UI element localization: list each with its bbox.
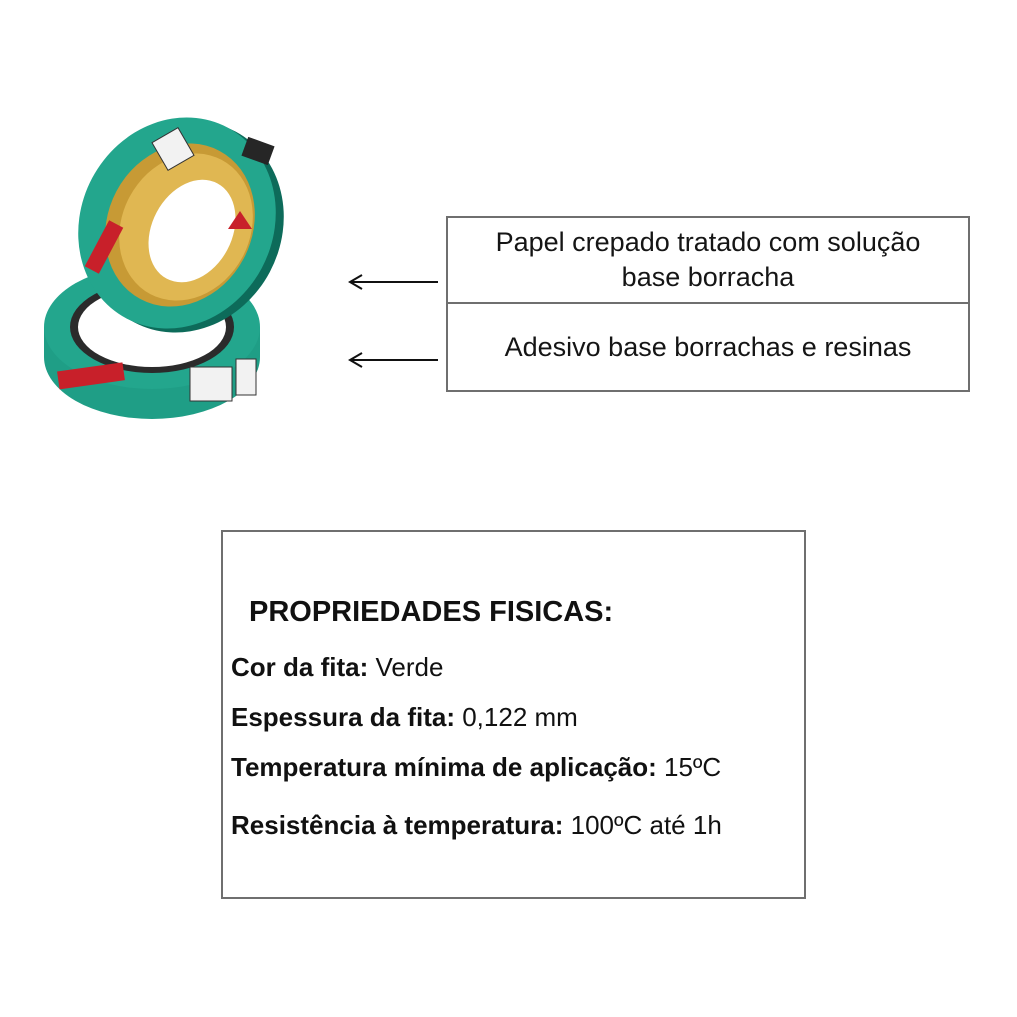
left-arrow-icon — [346, 272, 438, 292]
property-value: 0,122 mm — [462, 702, 578, 732]
property-value: Verde — [375, 652, 444, 682]
property-label: Resistência à temperatura: — [231, 810, 564, 840]
property-label: Cor da fita: — [231, 652, 369, 682]
physical-properties-box — [221, 530, 806, 899]
tape-roll-image — [40, 105, 290, 425]
property-value: 100ºC até 1h — [570, 810, 722, 840]
property-row-heat-resistance — [231, 810, 722, 841]
property-row-color — [231, 652, 443, 683]
property-label: Temperatura mínima de aplicação: — [231, 752, 657, 782]
property-row-min-temperature — [231, 752, 721, 783]
callout-adhesive — [446, 304, 970, 392]
left-arrow-icon — [346, 350, 438, 370]
property-value: 15ºC — [664, 752, 722, 782]
callout-crepe-paper — [446, 216, 970, 304]
properties-title: PROPRIEDADES FISICAS: — [249, 596, 614, 628]
property-row-thickness — [231, 702, 578, 733]
property-label: Espessura da fita: — [231, 702, 455, 732]
callout-crepe-paper-text: Papel crepado tratado com solução base borracha — [495, 227, 921, 292]
callout-adhesive-text: Adesivo base borrachas e resinas — [504, 331, 912, 362]
